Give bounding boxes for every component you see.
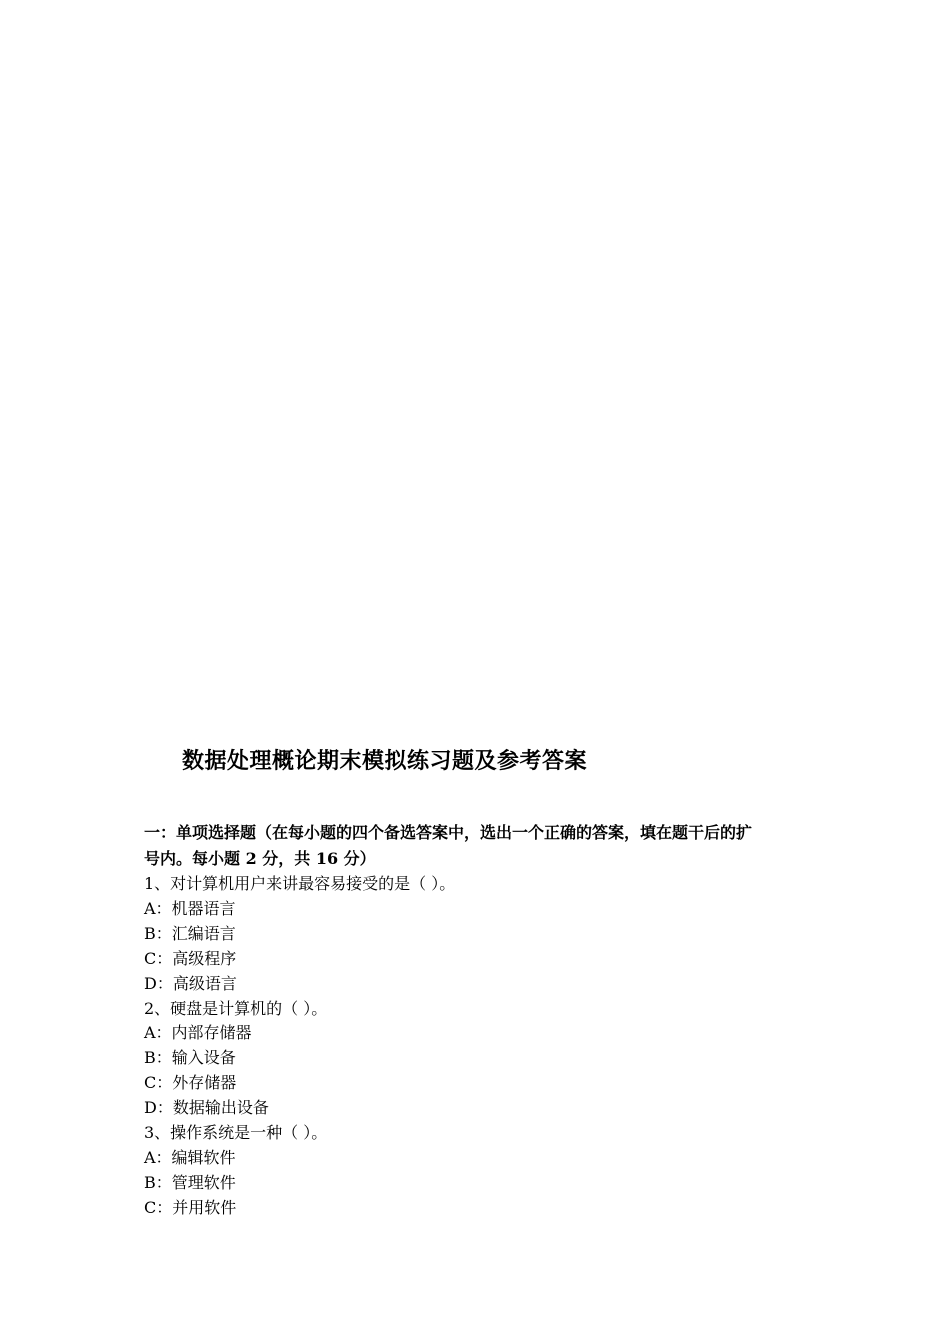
question-stem: 1、对计算机用户来讲最容易接受的是（ ）。 <box>144 874 456 893</box>
option-a: A：编辑软件 <box>144 1147 236 1167</box>
question-3 <box>144 1121 764 1221</box>
question-1 <box>144 872 764 997</box>
option-c: C：外存储器 <box>144 1073 237 1093</box>
question-stem: 2、硬盘是计算机的（ ）。 <box>144 998 328 1018</box>
option-b: B：输入设备 <box>144 1048 236 1068</box>
document-title: 数据处理概论期末模拟练习题及参考答案 <box>182 748 588 774</box>
question-stem: 3、操作系统是一种（ ）。 <box>144 1123 328 1143</box>
option-b: B：管理软件 <box>144 1172 236 1192</box>
option-b: B：汇编语言 <box>144 923 236 943</box>
option-d: D：高级语言 <box>144 973 237 993</box>
option-a: A：内部存储器 <box>144 1023 252 1043</box>
option-c: C：高级程序 <box>144 948 237 968</box>
section-heading: 一：单项选择题（在每小题的四个备选答案中，选出一个正确的答案，填在题干后的扩号内。每小题 2 分，共 16 分） <box>144 823 753 868</box>
option-d: D：数据输出设备 <box>144 1098 269 1118</box>
option-c: C：并用软件 <box>144 1197 237 1217</box>
document-body <box>144 820 764 1221</box>
question-2 <box>144 997 764 1122</box>
option-a: A：机器语言 <box>144 898 236 918</box>
